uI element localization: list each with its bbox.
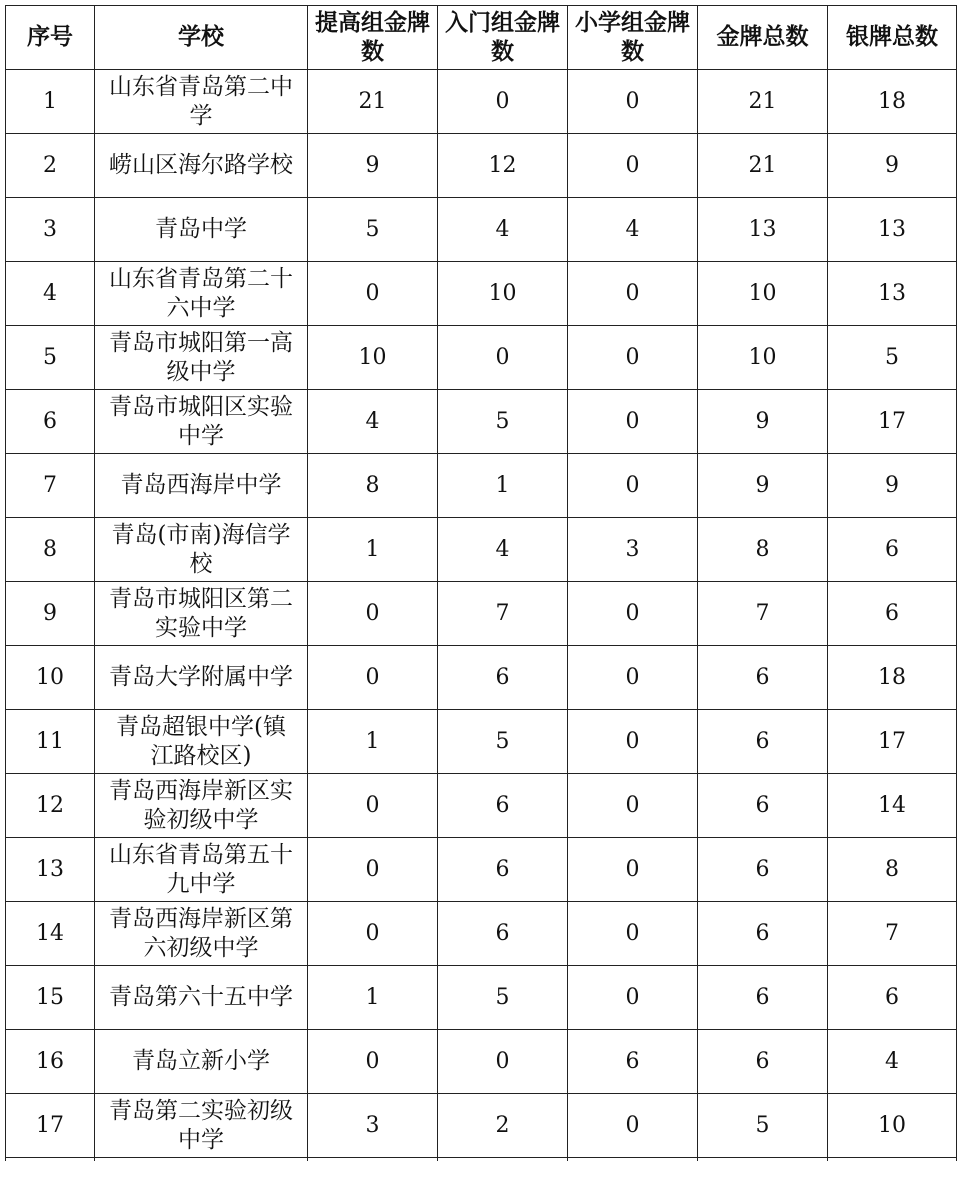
- cell-primary-gold: 0: [568, 134, 698, 198]
- cell-no: 16: [6, 1030, 95, 1094]
- cell-total-gold: 10: [698, 262, 828, 326]
- cell-no: 4: [6, 262, 95, 326]
- cell-cutoff: [308, 1158, 438, 1162]
- table-row: [6, 646, 957, 710]
- cell-total-gold: 7: [698, 582, 828, 646]
- table-row: [6, 902, 957, 966]
- cell-total-gold: 21: [698, 70, 828, 134]
- header-row: [6, 6, 957, 70]
- header-total-gold: 金牌总数: [698, 6, 828, 70]
- cell-advanced-gold: 1: [308, 518, 438, 582]
- table-row: [6, 518, 957, 582]
- cell-total-silver: 13: [828, 198, 957, 262]
- cell-entry-gold: 1: [438, 454, 568, 518]
- cell-entry-gold: 10: [438, 262, 568, 326]
- cell-primary-gold: 0: [568, 454, 698, 518]
- cell-entry-gold: 6: [438, 774, 568, 838]
- cell-advanced-gold: 0: [308, 262, 438, 326]
- cell-no: 1: [6, 70, 95, 134]
- cell-school: 青岛市城阳区实验中学: [95, 390, 308, 454]
- cell-primary-gold: 4: [568, 198, 698, 262]
- table-row: [6, 710, 957, 774]
- cell-advanced-gold: 0: [308, 902, 438, 966]
- cell-cutoff: [438, 1158, 568, 1162]
- cell-total-gold: 6: [698, 902, 828, 966]
- table-row: [6, 134, 957, 198]
- cell-total-gold: 13: [698, 198, 828, 262]
- cell-no: 9: [6, 582, 95, 646]
- cell-school: 山东省青岛第五十九中学: [95, 838, 308, 902]
- cell-school: 青岛立新小学: [95, 1030, 308, 1094]
- cell-entry-gold: 6: [438, 646, 568, 710]
- cell-entry-gold: 2: [438, 1094, 568, 1158]
- cell-school: 青岛中学: [95, 198, 308, 262]
- cell-entry-gold: 0: [438, 326, 568, 390]
- table-row: [6, 326, 957, 390]
- cell-advanced-gold: 21: [308, 70, 438, 134]
- cell-total-silver: 4: [828, 1030, 957, 1094]
- cell-total-silver: 14: [828, 774, 957, 838]
- cell-entry-gold: 12: [438, 134, 568, 198]
- header-total-silver: 银牌总数: [828, 6, 957, 70]
- cell-total-silver: 18: [828, 646, 957, 710]
- cell-primary-gold: 0: [568, 326, 698, 390]
- cell-no: 12: [6, 774, 95, 838]
- header-entry-gold: 入门组金牌数: [438, 6, 568, 70]
- cell-primary-gold: 0: [568, 646, 698, 710]
- cell-primary-gold: 0: [568, 1094, 698, 1158]
- table-row: [6, 966, 957, 1030]
- cell-no: 13: [6, 838, 95, 902]
- cell-entry-gold: 5: [438, 710, 568, 774]
- cell-total-silver: 8: [828, 838, 957, 902]
- cell-total-gold: 9: [698, 390, 828, 454]
- medal-table: [5, 5, 957, 1161]
- cell-advanced-gold: 9: [308, 134, 438, 198]
- cell-total-gold: 21: [698, 134, 828, 198]
- cell-total-gold: 6: [698, 710, 828, 774]
- table-row: [6, 198, 957, 262]
- table-row: [6, 774, 957, 838]
- header-school: 学校: [95, 6, 308, 70]
- cell-school: 山东省青岛第二十六中学: [95, 262, 308, 326]
- cell-total-gold: 6: [698, 838, 828, 902]
- cell-no: 7: [6, 454, 95, 518]
- cell-primary-gold: 0: [568, 774, 698, 838]
- cell-total-silver: 7: [828, 902, 957, 966]
- cell-no: 3: [6, 198, 95, 262]
- cell-entry-gold: 6: [438, 838, 568, 902]
- cell-primary-gold: 0: [568, 902, 698, 966]
- cell-primary-gold: 0: [568, 838, 698, 902]
- cell-school: 青岛大学附属中学: [95, 646, 308, 710]
- cell-total-silver: 17: [828, 390, 957, 454]
- cell-no: 11: [6, 710, 95, 774]
- cell-no: 6: [6, 390, 95, 454]
- cell-no: 14: [6, 902, 95, 966]
- cell-entry-gold: 4: [438, 518, 568, 582]
- cell-primary-gold: 6: [568, 1030, 698, 1094]
- cell-entry-gold: 0: [438, 70, 568, 134]
- cell-total-silver: 18: [828, 70, 957, 134]
- header-no: 序号: [6, 6, 95, 70]
- cell-advanced-gold: 1: [308, 710, 438, 774]
- cell-no: 15: [6, 966, 95, 1030]
- cell-entry-gold: 5: [438, 390, 568, 454]
- cell-advanced-gold: 0: [308, 1030, 438, 1094]
- cell-advanced-gold: 0: [308, 774, 438, 838]
- cell-school: 青岛西海岸中学: [95, 454, 308, 518]
- table-body: [6, 70, 957, 1162]
- cell-advanced-gold: 4: [308, 390, 438, 454]
- cell-no: 5: [6, 326, 95, 390]
- cell-entry-gold: 5: [438, 966, 568, 1030]
- table-row: [6, 262, 957, 326]
- cell-total-gold: 9: [698, 454, 828, 518]
- cell-school: 青岛第二实验初级中学: [95, 1094, 308, 1158]
- header-primary-gold: 小学组金牌数: [568, 6, 698, 70]
- cell-school: 青岛超银中学(镇江路校区): [95, 710, 308, 774]
- cell-cutoff: [568, 1158, 698, 1162]
- cell-total-silver: 6: [828, 966, 957, 1030]
- cell-total-gold: 10: [698, 326, 828, 390]
- cell-advanced-gold: 0: [308, 838, 438, 902]
- cell-cutoff: [95, 1158, 308, 1162]
- table-row-cutoff: [6, 1158, 957, 1162]
- cell-total-silver: 9: [828, 134, 957, 198]
- cell-total-gold: 6: [698, 966, 828, 1030]
- table-row: [6, 1030, 957, 1094]
- cell-entry-gold: 7: [438, 582, 568, 646]
- cell-school: 山东省青岛第二中学: [95, 70, 308, 134]
- table-row: [6, 390, 957, 454]
- cell-primary-gold: 0: [568, 582, 698, 646]
- cell-total-gold: 6: [698, 774, 828, 838]
- table-row: [6, 70, 957, 134]
- cell-primary-gold: 0: [568, 70, 698, 134]
- cell-advanced-gold: 3: [308, 1094, 438, 1158]
- cell-no: 8: [6, 518, 95, 582]
- cell-total-silver: 6: [828, 582, 957, 646]
- cell-school: 青岛西海岸新区第六初级中学: [95, 902, 308, 966]
- cell-cutoff: [698, 1158, 828, 1162]
- table-row: [6, 1094, 957, 1158]
- cell-total-gold: 6: [698, 1030, 828, 1094]
- cell-school: 崂山区海尔路学校: [95, 134, 308, 198]
- cell-primary-gold: 0: [568, 710, 698, 774]
- cell-primary-gold: 0: [568, 262, 698, 326]
- cell-total-gold: 5: [698, 1094, 828, 1158]
- cell-advanced-gold: 8: [308, 454, 438, 518]
- cell-primary-gold: 0: [568, 966, 698, 1030]
- cell-cutoff: [6, 1158, 95, 1162]
- cell-advanced-gold: 1: [308, 966, 438, 1030]
- table-row: [6, 838, 957, 902]
- cell-school: 青岛西海岸新区实验初级中学: [95, 774, 308, 838]
- cell-primary-gold: 3: [568, 518, 698, 582]
- cell-no: 2: [6, 134, 95, 198]
- table-row: [6, 582, 957, 646]
- header-advanced-gold: 提高组金牌数: [308, 6, 438, 70]
- cell-advanced-gold: 0: [308, 582, 438, 646]
- cell-school: 青岛第六十五中学: [95, 966, 308, 1030]
- cell-total-silver: 5: [828, 326, 957, 390]
- cell-no: 17: [6, 1094, 95, 1158]
- cell-entry-gold: 6: [438, 902, 568, 966]
- cell-advanced-gold: 5: [308, 198, 438, 262]
- cell-school: 青岛(市南)海信学校: [95, 518, 308, 582]
- table-header: [6, 6, 957, 70]
- cell-total-silver: 10: [828, 1094, 957, 1158]
- medal-table-document: [5, 5, 957, 1161]
- cell-total-gold: 6: [698, 646, 828, 710]
- cell-total-gold: 8: [698, 518, 828, 582]
- cell-cutoff: [828, 1158, 957, 1162]
- cell-no: 10: [6, 646, 95, 710]
- table-row: [6, 454, 957, 518]
- cell-advanced-gold: 0: [308, 646, 438, 710]
- cell-total-silver: 13: [828, 262, 957, 326]
- cell-entry-gold: 0: [438, 1030, 568, 1094]
- cell-advanced-gold: 10: [308, 326, 438, 390]
- cell-entry-gold: 4: [438, 198, 568, 262]
- cell-school: 青岛市城阳区第二实验中学: [95, 582, 308, 646]
- cell-total-silver: 6: [828, 518, 957, 582]
- cell-total-silver: 17: [828, 710, 957, 774]
- cell-total-silver: 9: [828, 454, 957, 518]
- cell-school: 青岛市城阳第一高级中学: [95, 326, 308, 390]
- cell-primary-gold: 0: [568, 390, 698, 454]
